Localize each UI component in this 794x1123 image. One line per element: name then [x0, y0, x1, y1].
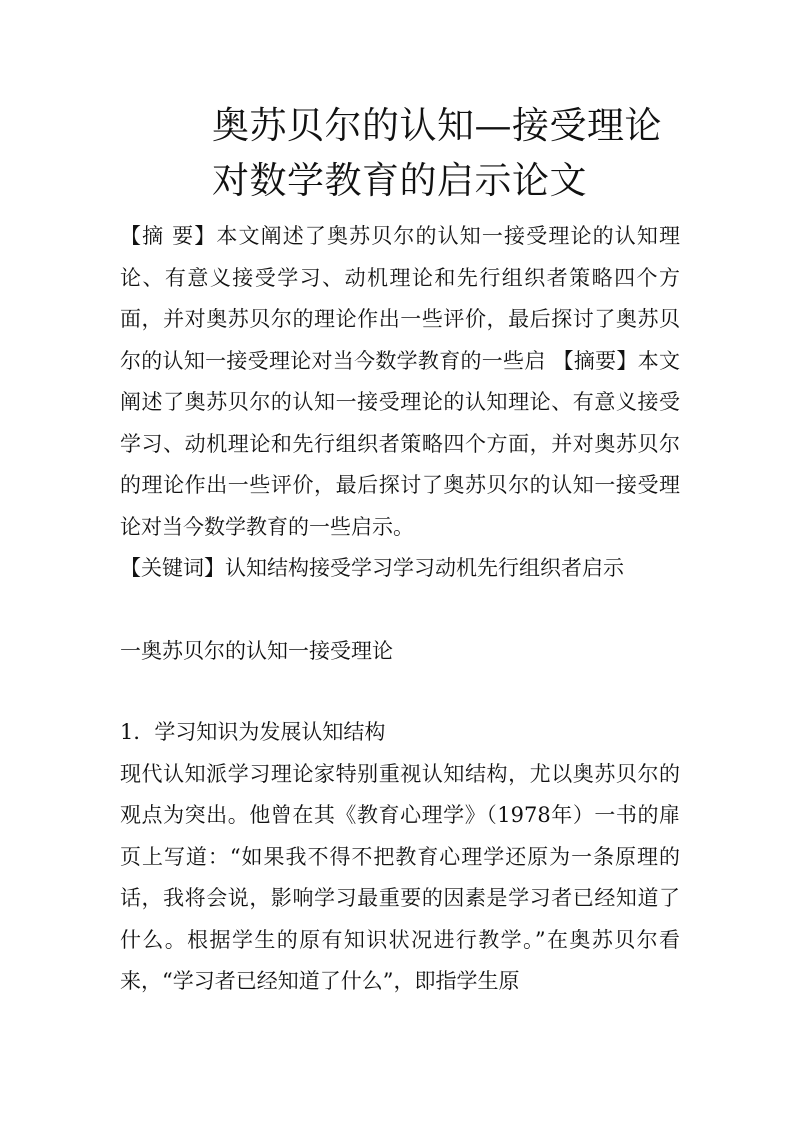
subsection-heading: 1．学习知识为发展认知结构	[120, 720, 386, 744]
section-heading: 一奥苏贝尔的认知一接受理论	[120, 638, 393, 663]
document-body	[120, 216, 680, 1003]
abstract-paragraph: 【摘 要】本文阐述了奥苏贝尔的认知一接受理论的认知理论、有意义接受学习、动机理论和先行组织者策略四个方面，并对奥苏贝尔的理论作出一些评价，最后探讨了奥苏贝尔的认知一接受理论对当今数学教育的一些启 【摘要】本文阐述了奥苏贝尔的认知一接受理论的认知理论、有意义接受学习、动机理论和先行组织者策略四个方面，并对奥苏贝尔的理论作出一些评价，最后探讨了奥苏贝尔的认知一接受理论对当今数学教育的一些启示。	[120, 224, 680, 539]
body-paragraph: 现代认知派学习理论家特别重视认知结构，尤以奥苏贝尔的观点为突出。他曾在其《教育心理学》（1978年）一书的扉页上写道：“如果我不得不把教育心理学还原为一条原理的话，我将会说，影响学习最重要的因素是学习者已经知道了什么。根据学生的原有知识状况进行教学。”在奥苏贝尔看来，“学习者已经知道了什么”，即指学生原	[120, 761, 680, 993]
title-line-1: 奥苏贝尔的认知—接受理论	[212, 104, 662, 147]
title-line-2: 对数学教育的启示论文	[212, 159, 587, 202]
keywords-line: 【关键词】认知结构接受学习学习动机先行组织者启示	[120, 556, 624, 580]
document-title	[212, 98, 682, 208]
